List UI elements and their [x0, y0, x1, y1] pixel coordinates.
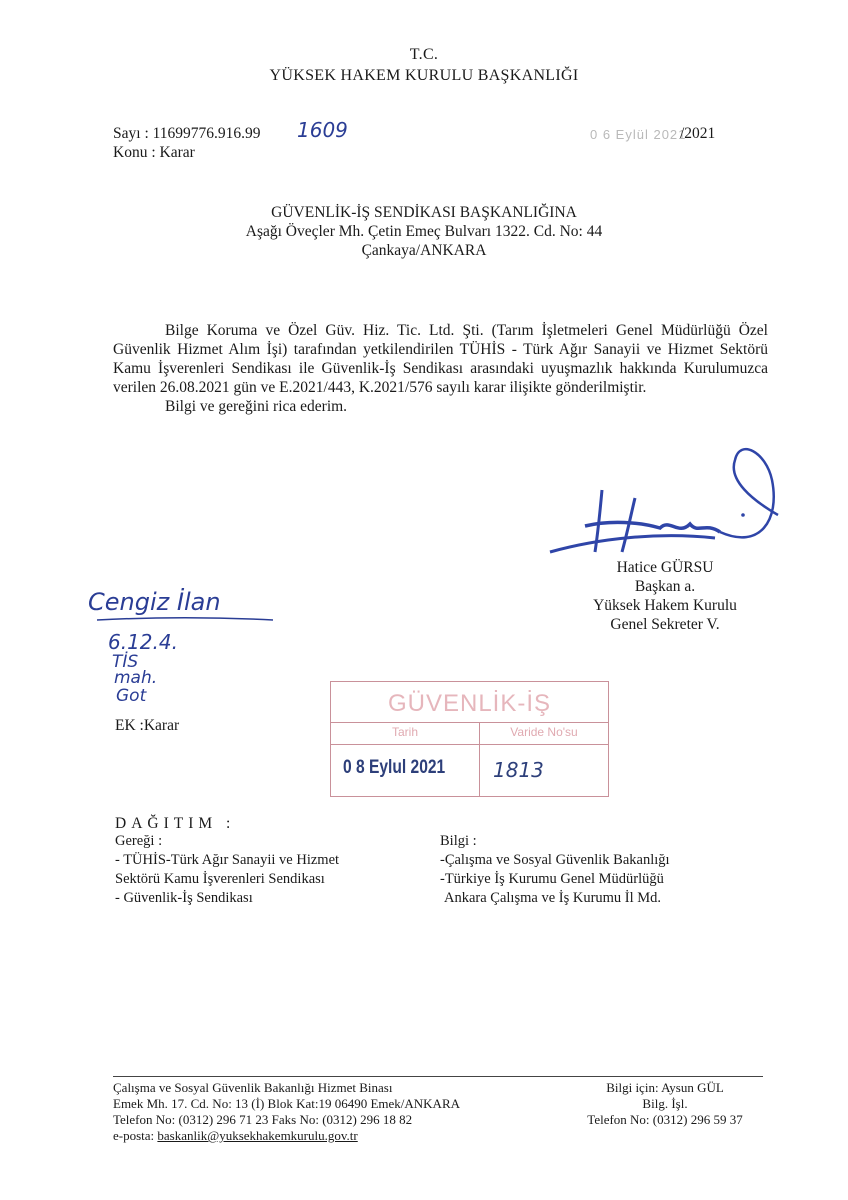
- handwritten-note-line3: TİS: [112, 652, 139, 672]
- sayi-row: [113, 124, 261, 143]
- sayi-value: : 11699776.916.99: [144, 125, 261, 142]
- bilgi-label: Bilgi :: [440, 833, 477, 849]
- email-label: e-posta:: [113, 1128, 155, 1143]
- sayi-handwritten-number: 1609: [297, 118, 348, 142]
- signature-icon: [540, 440, 790, 565]
- stamp-number-label: Varide No'su: [510, 725, 578, 739]
- footer-line: Bilgi için: Aysun GÜL: [606, 1080, 724, 1095]
- date-stamp: 0 6 Eylül 2021: [590, 127, 687, 142]
- sayi-label: Sayı: [113, 125, 141, 142]
- email-link[interactable]: baskanlik@yuksekhakemkurulu.gov.tr: [157, 1128, 358, 1143]
- stamp-number: 1813: [493, 758, 544, 782]
- letterhead-institution: YÜKSEK HAKEM KURULU BAŞKANLIĞI: [269, 67, 579, 84]
- letterhead-tc: T.C.: [409, 46, 439, 63]
- distribution-bilgi: [440, 832, 670, 908]
- incoming-stamp: [330, 681, 609, 797]
- footer-line: Çalışma ve Sosyal Güvenlik Bakanlığı Hizmet Binası: [113, 1080, 393, 1095]
- handwritten-note-name: Cengiz İlan: [88, 588, 221, 616]
- footer-divider: [113, 1076, 763, 1077]
- konu-row: [113, 143, 261, 162]
- letter-body: [113, 321, 768, 416]
- list-item: -Çalışma ve Sosyal Güvenlik Bakanlığı: [440, 852, 670, 868]
- attachment-label: EK: [115, 717, 136, 734]
- footer-email-row: [113, 1128, 460, 1144]
- handwritten-underline-icon: [95, 615, 275, 623]
- reference-block: [113, 124, 261, 162]
- stamp-date: 0 8 Eylul 2021: [343, 757, 446, 778]
- list-item: Ankara Çalışma ve İş Kurumu İl Md.: [444, 890, 662, 906]
- list-item: -Türkiye İş Kurumu Genel Müdürlüğü: [440, 871, 664, 887]
- handwritten-note-line4: mah.: [114, 668, 158, 688]
- addressee-city: Çankaya/ANKARA: [361, 242, 487, 259]
- footer-line: Emek Mh. 17. Cd. No: 13 (İ) Blok Kat:19 06490 Emek/ANKARA: [113, 1096, 461, 1111]
- footer-info-contact: [560, 1080, 770, 1128]
- footer-contact: [113, 1080, 460, 1144]
- stamp-divider: [331, 722, 608, 723]
- footer-line: Bilg. İşl.: [642, 1096, 688, 1111]
- list-item: Sektörü Kamu İşverenleri Sendikası: [115, 871, 325, 887]
- attachment-value: :Karar: [139, 717, 180, 734]
- signer-position: Genel Sekreter V.: [610, 616, 720, 633]
- letterhead: [0, 44, 848, 86]
- addressee-name: GÜVENLİK-İŞ SENDİKASI BAŞKANLIĞINA: [271, 204, 577, 221]
- distribution-geregi: [115, 832, 339, 908]
- stamp-date-label: Tarih: [391, 725, 418, 739]
- date-year: /2021: [680, 125, 716, 142]
- footer-line: Telefon No: (0312) 296 59 37: [587, 1112, 743, 1127]
- stamp-title: GÜVENLİK-İŞ: [387, 690, 552, 717]
- addressee-block: [0, 203, 848, 260]
- footer-line: Telefon No: (0312) 296 71 23 Faks No: (0312) 296 18 82: [113, 1112, 413, 1127]
- body-closing: Bilgi ve gereğini rica ederim.: [165, 398, 348, 415]
- stamp-divider: [331, 744, 608, 745]
- konu-label: Konu :: [113, 144, 156, 161]
- handwritten-note-date: 6.12.4.: [108, 630, 178, 654]
- addressee-street: Aşağı Öveçler Mh. Çetin Emeç Bulvarı 1322. Cd. No: 44: [245, 223, 603, 240]
- distribution-title: DAĞITIM :: [115, 815, 236, 832]
- handwritten-note-line5: Got: [116, 686, 147, 706]
- signer-name: Hatice GÜRSU: [616, 559, 714, 576]
- attachment-line: [115, 716, 179, 735]
- list-item: - Güvenlik-İş Sendikası: [115, 890, 253, 906]
- signer-title: Başkan a.: [634, 578, 696, 595]
- geregi-label: Gereği :: [115, 833, 163, 849]
- konu-value: Karar: [159, 144, 195, 161]
- list-item: - TÜHİS-Türk Ağır Sanayii ve Hizmet: [115, 852, 340, 868]
- body-paragraph: Bilge Koruma ve Özel Güv. Hiz. Tic. Ltd. Şti. (Tarım İşletmeleri Genel Müdürlüğü Özel Güvenlik Hizmet Alım İşi) tarafından yetkilendirilen TÜHİS - Türk Ağır Sanayii ve Hizmet Sektörü Kamu İşverenleri Sendikası ile Güvenlik-İş Sendikası arasındaki uyuşmazlık hakkında Kurulumuzca verilen 26.08.2021 gün ve E.2021/443, K.2021/576 sayılı karar ilişikte gönderilmiştir.: [113, 322, 768, 396]
- signer-block: [545, 558, 785, 634]
- signer-institution: Yüksek Hakem Kurulu: [593, 597, 737, 614]
